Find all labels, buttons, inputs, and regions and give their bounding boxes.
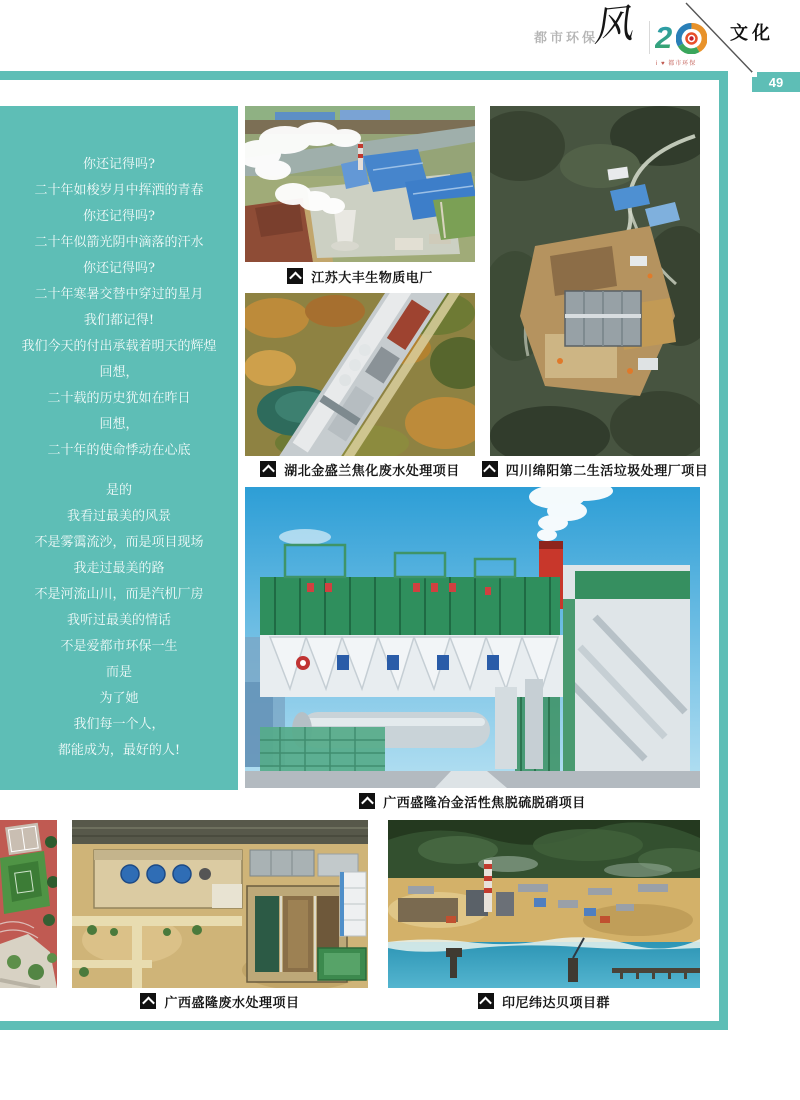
poem-line: 回想， [99, 417, 139, 432]
poem-line: 二十年似箭光阴中滴落的汗水 [34, 235, 204, 250]
photo-jiangsu-dafeng [245, 106, 475, 262]
poem-line: 为了她 [99, 691, 139, 706]
photo-guangxi-shenglong-coke [245, 487, 700, 788]
poem-line: 二十年的使命悸动在心底 [47, 443, 191, 458]
frame-top-bar [0, 71, 728, 80]
section-label: 文化 [730, 23, 774, 43]
poem-panel [0, 106, 238, 790]
photo-guangxi-shenglong-wastewater [72, 820, 368, 988]
caption-text: 四川绵阳第二生活垃圾处理厂项目 [505, 462, 709, 478]
caption-text: 江苏大丰生物质电厂 [311, 269, 433, 285]
poem-line: 你还记得吗? [83, 209, 155, 224]
page-number-badge [752, 72, 800, 92]
photo-indonesia-weda-bay [388, 820, 700, 988]
poem-line: 都能成为，最好的人! [57, 743, 181, 758]
poem-line: 不是雾霭流沙，而是项目现场 [34, 535, 204, 550]
caption-guangxi-shenglong-wastewater [72, 992, 368, 1010]
poem-line: 而是 [105, 665, 132, 680]
poem-line: 你还记得吗? [83, 157, 155, 172]
caption-text: 印尼纬达贝项目群 [501, 994, 610, 1010]
chevron-up-icon [478, 993, 494, 1009]
caption-text: 湖北金盛兰焦化废水处理项目 [284, 462, 460, 478]
caption-indonesia-weda-bay [388, 992, 700, 1010]
header-diagonal-line [678, 0, 758, 76]
chevron-up-icon [260, 461, 276, 477]
chevron-up-icon [140, 993, 156, 1009]
poem-line: 二十年如梭岁月中挥洒的青春 [34, 183, 204, 198]
caption-guangxi-shenglong-coke [245, 792, 700, 810]
frame-right-bar [719, 71, 728, 1030]
page-number: 49 [768, 74, 784, 90]
poem-line: 我们每一个人， [73, 717, 165, 732]
chevron-up-icon [287, 268, 303, 284]
caption-text: 广西盛隆废水处理项目 [164, 994, 300, 1010]
caption-jiangsu-dafeng [245, 267, 475, 285]
poem-line: 我们今天的付出承载着明天的辉煌 [21, 339, 217, 354]
photo-sports-field-strip [0, 820, 57, 988]
poem-line: 我看过最美的风景 [66, 509, 171, 524]
caption-sichuan-mianyang [485, 460, 709, 478]
poem-line: 二十年寒暑交替中穿过的星月 [34, 287, 204, 302]
anniversary-logo-subtext: i ♥ 都市环保 [656, 61, 697, 67]
caption-text: 广西盛隆冶金活性焦脱硫脱硝项目 [383, 794, 586, 810]
poem-stanza-2 [0, 464, 238, 764]
photo-hubei-jinshenglan [245, 293, 475, 456]
photo-sichuan-mianyang [490, 106, 700, 456]
brand-calligraphy-feng: 风 [589, 1, 635, 51]
brand-wordmark: 都市环保 [534, 30, 599, 45]
poem-line: 不是河流山川，而是汽机厂房 [34, 587, 204, 602]
poem-line: 是的 [105, 483, 132, 498]
poem-stanza-1 [0, 106, 238, 464]
caption-hubei-jinshenglan [245, 460, 475, 478]
frame-bottom-bar [0, 1021, 728, 1030]
poem-line: 二十载的历史犹如在昨日 [47, 391, 191, 406]
chevron-up-icon [359, 793, 375, 809]
poem-line: 我走过最美的路 [73, 561, 165, 576]
poem-line: 不是爱都市环保一生 [60, 639, 178, 654]
poem-line: 我们都记得! [83, 313, 155, 328]
anniversary-20-logo-digit: 2 [655, 20, 673, 55]
poem-line: 我听过最美的情话 [66, 613, 171, 628]
poem-line: 你还记得吗? [83, 261, 155, 276]
chevron-up-icon [482, 461, 498, 477]
poem-line: 回想， [99, 365, 139, 380]
header-divider [649, 21, 650, 54]
